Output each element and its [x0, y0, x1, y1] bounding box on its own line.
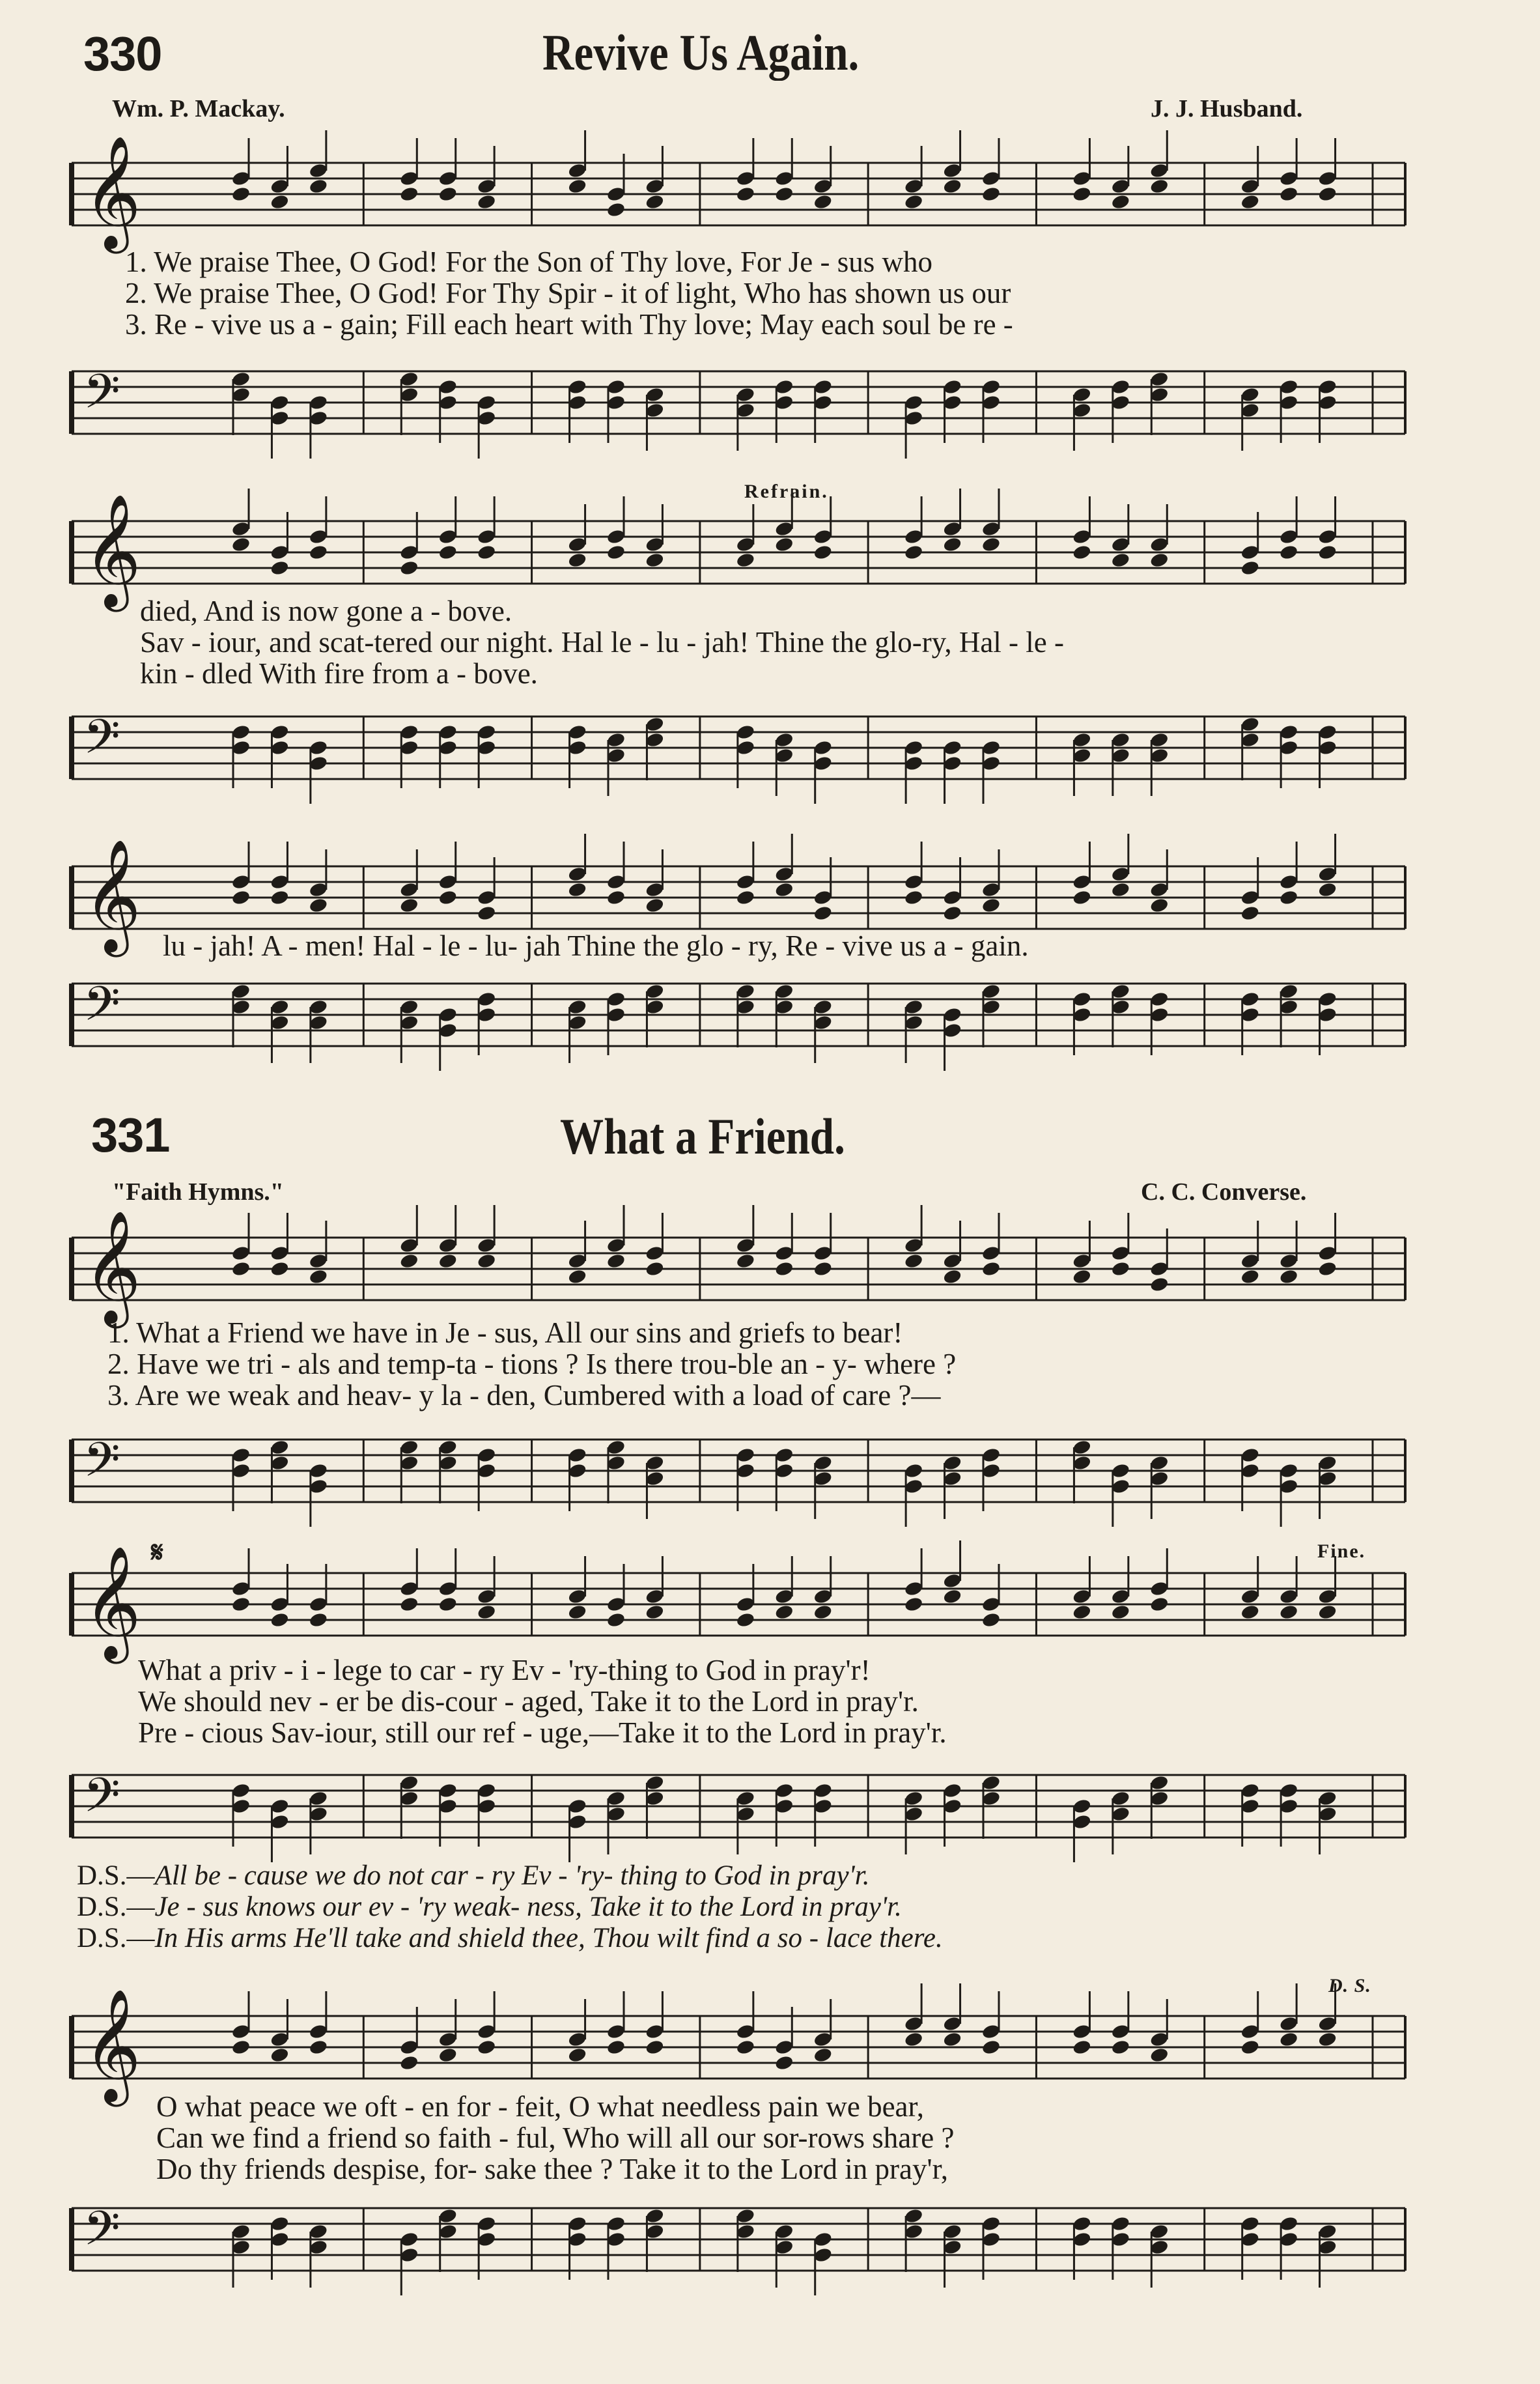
bass-staff: [65, 690, 1413, 821]
bass-staff: [65, 345, 1413, 475]
lyric-line: kin - dled With fire from a - bove.: [140, 657, 538, 690]
lyrics-block: [107, 1317, 956, 1411]
lyric-line: 3. Are we weak and heav- y la - den, Cumbered with a load of care ?—: [107, 1379, 941, 1412]
ds-label: D. S.: [1328, 1975, 1371, 1996]
lyric-line: O what peace we oft - en for - feit, O what needless pain we bear,: [156, 2090, 924, 2123]
lyric-line: 1. What a Friend we have in Je - sus, All our sins and griefs to bear!: [107, 1316, 903, 1349]
hymn-title: Revive Us Again.: [542, 24, 860, 81]
refrain-label: Refrain.: [744, 481, 829, 502]
ds-text: Je - sus knows our ev - 'ry weak- ness, Take it to the Lord in pray'r.: [154, 1892, 902, 1922]
svg-text:𝄢: 𝄢: [83, 2200, 120, 2267]
lyrics-block: [125, 246, 1013, 340]
lyrics-block: [138, 1654, 947, 1748]
music-credit: C. C. Converse.: [1141, 1178, 1307, 1206]
lyrics-block: [163, 930, 1029, 961]
lyric-line: 2. Have we tri - als and temp-ta - tions ? Is there trou-ble an - y- where ?: [107, 1348, 957, 1380]
lyric-line: 2. We praise Thee, O God! For Thy Spir - it of light, Who has shown us our: [125, 277, 1011, 309]
ds-line: [77, 1860, 943, 1892]
ds-tag: D.S.—: [77, 1892, 155, 1922]
lyric-line: lu - jah! A - men! Hal - le - lu- jah Thine the glo - ry, Re - vive us a - gain.: [163, 929, 1029, 962]
segno-sign: 𝄋: [151, 1537, 163, 1568]
bass-staff: [65, 1413, 1413, 1544]
lyrics-block: [156, 2091, 954, 2185]
svg-text:𝄢: 𝄢: [83, 976, 120, 1043]
lyric-line: 3. Re - vive us a - gain; Fill each heart with Thy love; May each soul be re -: [125, 308, 1013, 341]
bass-staff: [65, 2182, 1413, 2312]
svg-text:𝄢: 𝄢: [83, 709, 120, 776]
lyric-line: What a priv - i - lege to car - ry Ev - 'ry-thing to God in pray'r!: [138, 1654, 871, 1686]
words-credit: "Faith Hymns.": [112, 1178, 284, 1206]
ds-tag: D.S.—: [77, 1860, 155, 1891]
svg-text:𝄞: 𝄞: [83, 135, 141, 249]
svg-text:𝄢: 𝄢: [83, 363, 120, 431]
svg-text:𝄞: 𝄞: [83, 1989, 141, 2102]
ds-text: All be - cause we do not car - ry Ev - 'ry- thing to God in pray'r.: [154, 1860, 870, 1891]
ds-text: In His arms He'll take and shield thee, Thou wilt find a so - lace there.: [154, 1923, 943, 1953]
lyric-line: Can we find a friend so faith - ful, Who will all our sor-rows share ?: [156, 2121, 955, 2154]
lyric-line: We should nev - er be dis-cour - aged, Take it to the Lord in pray'r.: [138, 1685, 919, 1718]
hymn-title: What a Friend.: [560, 1108, 845, 1165]
svg-text:𝄢: 𝄢: [83, 1432, 120, 1499]
lyric-line: Do thy friends despise, for- sake thee ? Take it to the Lord in pray'r,: [156, 2153, 949, 2185]
lyric-line: Pre - cious Sav-iour, still our ref - uge,—Take it to the Lord in pray'r.: [138, 1716, 947, 1749]
hymn-number: 330: [83, 27, 162, 81]
words-credit: Wm. P. Mackay.: [112, 95, 285, 122]
ds-tag: D.S.—: [77, 1923, 155, 1953]
lyric-line: 1. We praise Thee, O God! For the Son of Thy love, For Je - sus who: [125, 246, 932, 278]
ds-lyrics: [77, 1860, 943, 1954]
svg-text:𝄞: 𝄞: [83, 494, 141, 607]
svg-text:𝄢: 𝄢: [83, 1767, 120, 1834]
hymn-number: 331: [91, 1108, 170, 1162]
bass-staff: [65, 958, 1413, 1088]
music-credit: J. J. Husband.: [1151, 95, 1303, 122]
svg-text:𝄞: 𝄞: [83, 839, 141, 952]
svg-text:𝄞: 𝄞: [83, 1546, 141, 1659]
ds-line: [77, 1892, 943, 1923]
ds-line: [77, 1923, 943, 1954]
svg-text:𝄞: 𝄞: [83, 1210, 141, 1324]
lyrics-block: [140, 595, 1064, 689]
fine-label: Fine.: [1317, 1540, 1366, 1562]
lyric-line: died, And is now gone a - bove.: [140, 595, 512, 627]
lyric-line: Sav - iour, and scat-tered our night. Hal le - lu - jah! Thine the glo-ry, Hal - le -: [140, 626, 1064, 659]
bass-staff: [65, 1749, 1413, 1879]
